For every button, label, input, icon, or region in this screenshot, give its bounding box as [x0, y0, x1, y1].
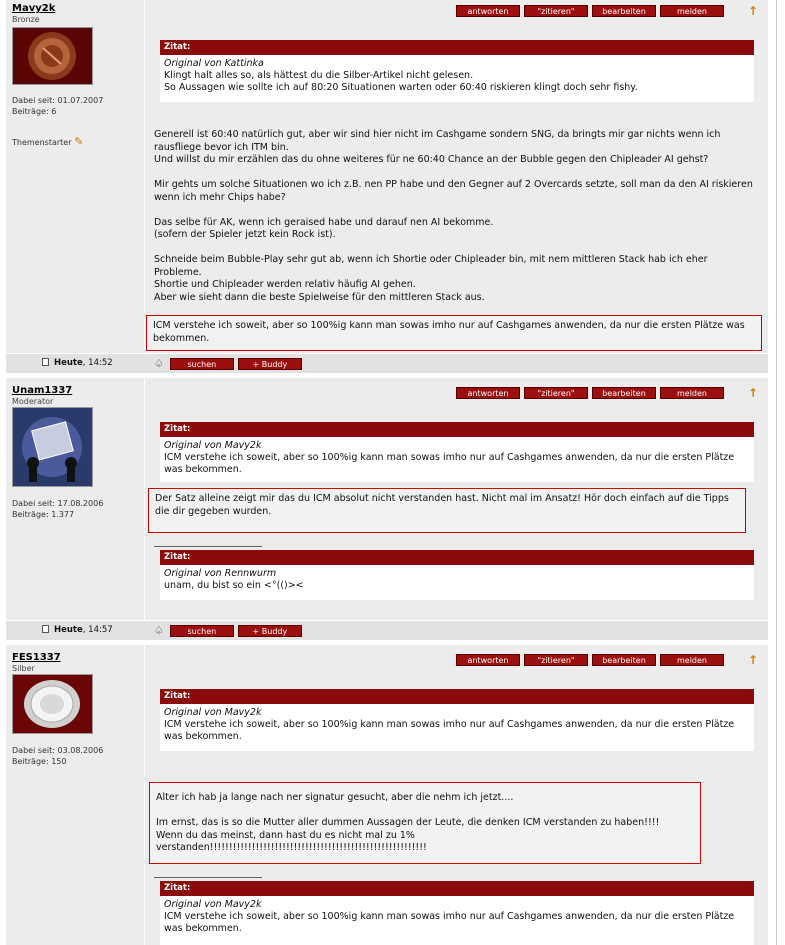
footer-actions [154, 624, 302, 637]
report-button[interactable]: melden [660, 387, 724, 399]
post-body: Generell ist 60:40 natürlich gut, aber wir sind hier nicht im Cashgame sondern SNG, da bringts mir gar nichts wenn ich rausfliege bevor ich ITM bin. Und willst du mir erzählen das du ohne weiteres für ne 60:40 Chance an der Bubble gegen den Chipleader AI gehst? Mir gehts um solche Situationen wo ich z.B. nen PP habe und den Gegner auf 2 Overcards setzte, soll man da den AI riskieren wenn ich mehr Chips habe? Das selbe für AK, wenn ich geraised habe und darauf nen AI bekomme. (sofern der Spieler jetzt kein Rock ist). Schneide beim Bubble-Play sehr gut ab, wenn ich Shortie oder Chipleader bin, mit nem mittleren Stack hab ich eher Probleme. Shortie und Chipleader werden relativ häufig AI gehen. Aber wie sieht dann die beste Spielweise für den mittleren Stack aus. [154, 129, 753, 303]
user-meta [12, 95, 103, 117]
avatar [12, 407, 93, 487]
edit-button[interactable]: bearbeiten [592, 5, 656, 17]
quote-body [160, 437, 754, 480]
avatar [12, 674, 93, 734]
quote-author: Original von Kattinka [164, 58, 264, 69]
report-button[interactable]: melden [660, 5, 724, 17]
post-3-content [146, 645, 768, 945]
post-actions [456, 387, 724, 399]
quote-text: ICM verstehe ich soweit, aber so 100%ig kann man sowas imho nur auf Cashgames anwenden, da nur die ersten Plätze was bekommen. [164, 911, 735, 934]
edit-button[interactable]: bearbeiten [592, 387, 656, 399]
post-count: Beiträge: 6 [12, 107, 57, 116]
quote-text: ICM verstehe ich soweit, aber so 100%ig kann man sowas imho nur auf Cashgames anwenden, da nur die ersten Plätze was bekommen. [164, 452, 735, 475]
quote-header: Zitat: [160, 422, 754, 437]
post-3 [6, 645, 768, 945]
post-time [42, 358, 113, 368]
answer-button[interactable]: antworten [456, 654, 520, 666]
quote-author: Original von Rennwurm [164, 568, 277, 579]
scroll-top-icon[interactable]: ↑ [747, 386, 758, 400]
quote-header: Zitat: [160, 40, 754, 55]
post-icon [42, 358, 49, 366]
post-day: Heute [54, 625, 83, 635]
join-date: Dabei seit: 03.08.2006 [12, 746, 104, 755]
post-2-content [146, 378, 768, 620]
quote-header: Zitat: [160, 689, 754, 704]
signature-quote [160, 881, 754, 945]
username[interactable]: Mavy2k [12, 3, 56, 14]
silver-chip-avatar-icon [13, 675, 92, 733]
post-1-content [146, 0, 768, 353]
post-1 [6, 0, 768, 353]
quote-button[interactable]: "zitieren" [524, 654, 588, 666]
thread-starter-label [12, 135, 83, 148]
report-button[interactable]: melden [660, 654, 724, 666]
user-rank: Silber [12, 664, 35, 673]
quote-body [160, 55, 754, 98]
quote-text: unam, du bist so ein <°(()>< [164, 580, 304, 591]
post-day: Heute [54, 358, 83, 368]
post-2-footer [6, 621, 768, 640]
spade-icon: ♤ [154, 357, 164, 370]
user-meta [12, 745, 103, 767]
post-actions [456, 654, 724, 666]
join-date: Dabei seit: 17.08.2006 [12, 499, 104, 508]
join-date: Dabei seit: 01.07.2007 [12, 96, 104, 105]
quote-text: ICM verstehe ich soweit, aber so 100%ig kann man sowas imho nur auf Cashgames anwenden, da nur die ersten Plätze was bekommen. [164, 719, 735, 742]
post-time [42, 625, 113, 635]
page-divider [776, 0, 777, 945]
buddy-button[interactable]: + Buddy [238, 358, 302, 370]
pen-icon: ✎ [74, 135, 84, 148]
post-clock: , 14:52 [82, 358, 113, 368]
quote-box [160, 689, 754, 751]
moderator-avatar-icon [13, 408, 92, 486]
post-actions [456, 5, 724, 17]
buddy-button[interactable]: + Buddy [238, 625, 302, 637]
footer-actions [154, 357, 302, 370]
highlighted-text: Der Satz alleine zeigt mir das du ICM absolut nicht verstanden hast. Nicht mal im Ansatz! Hör doch einfach auf die Tipps die dir gegeben wurden. [148, 488, 746, 533]
quote-button[interactable]: "zitieren" [524, 5, 588, 17]
answer-button[interactable]: antworten [456, 387, 520, 399]
quote-author: Original von Mavy2k [164, 707, 262, 718]
quote-box [160, 40, 754, 102]
post-icon [42, 625, 49, 633]
avatar [12, 27, 93, 85]
user-rank: Moderator [12, 397, 54, 406]
quote-body [160, 704, 754, 747]
answer-button[interactable]: antworten [456, 5, 520, 17]
post-2 [6, 378, 768, 620]
spade-icon: ♤ [154, 624, 164, 637]
username[interactable]: FES1337 [12, 652, 61, 663]
quote-text: Klingt halt alles so, als hättest du die Silber-Artikel nicht gelesen. So Aussagen wie sollte ich auf 80:20 Situationen warten oder 60:40 riskieren klingt doch sehr fishy. [164, 70, 638, 93]
post-1-footer [6, 354, 768, 373]
quote-header: Zitat: [160, 550, 754, 565]
quote-box [160, 422, 754, 482]
post-3-sidebar [6, 645, 145, 945]
quote-header: Zitat: [160, 881, 754, 896]
bronze-chip-avatar-icon [13, 28, 92, 84]
quote-body [160, 896, 754, 939]
signature-quote [160, 550, 754, 600]
search-button[interactable]: suchen [170, 625, 234, 637]
highlighted-text: ICM verstehe ich soweit, aber so 100%ig kann man sowas imho nur auf Cashgames anwenden, da nur die ersten Plätze was bekommen. [146, 315, 762, 351]
quote-author: Original von Mavy2k [164, 899, 262, 910]
search-button[interactable]: suchen [170, 358, 234, 370]
user-rank: Bronze [12, 15, 40, 24]
quote-body [160, 565, 754, 596]
scroll-top-icon[interactable]: ↑ [747, 653, 758, 667]
post-2-sidebar [6, 378, 145, 620]
signature-separator [154, 546, 262, 547]
quote-author: Original von Mavy2k [164, 440, 262, 451]
post-clock: , 14:57 [82, 625, 113, 635]
signature-separator [154, 877, 262, 878]
scroll-top-icon[interactable]: ↑ [747, 4, 758, 18]
edit-button[interactable]: bearbeiten [592, 654, 656, 666]
quote-button[interactable]: "zitieren" [524, 387, 588, 399]
post-count: Beiträge: 150 [12, 757, 67, 766]
starter-text: Themenstarter [12, 138, 72, 147]
highlighted-text: Alter ich hab ja lange nach ner signatur gesucht, aber die nehm ich jetzt.... Im ernst, das is so die Mutter aller dummen Aussagen der Leute, die denken ICM verstanden zu haben!!!! Wenn du das meinst, dann hast du es nicht mal zu 1% verstanden!!!!!!!!!!!!!!!!!!!!!!!!!!!!!!!!!!!!!!!!!!!!!!!!!!!!!!!!! [149, 782, 701, 864]
post-1-sidebar [6, 0, 145, 353]
user-meta [12, 498, 103, 520]
post-count: Beiträge: 1.377 [12, 510, 75, 519]
username[interactable]: Unam1337 [12, 385, 73, 396]
